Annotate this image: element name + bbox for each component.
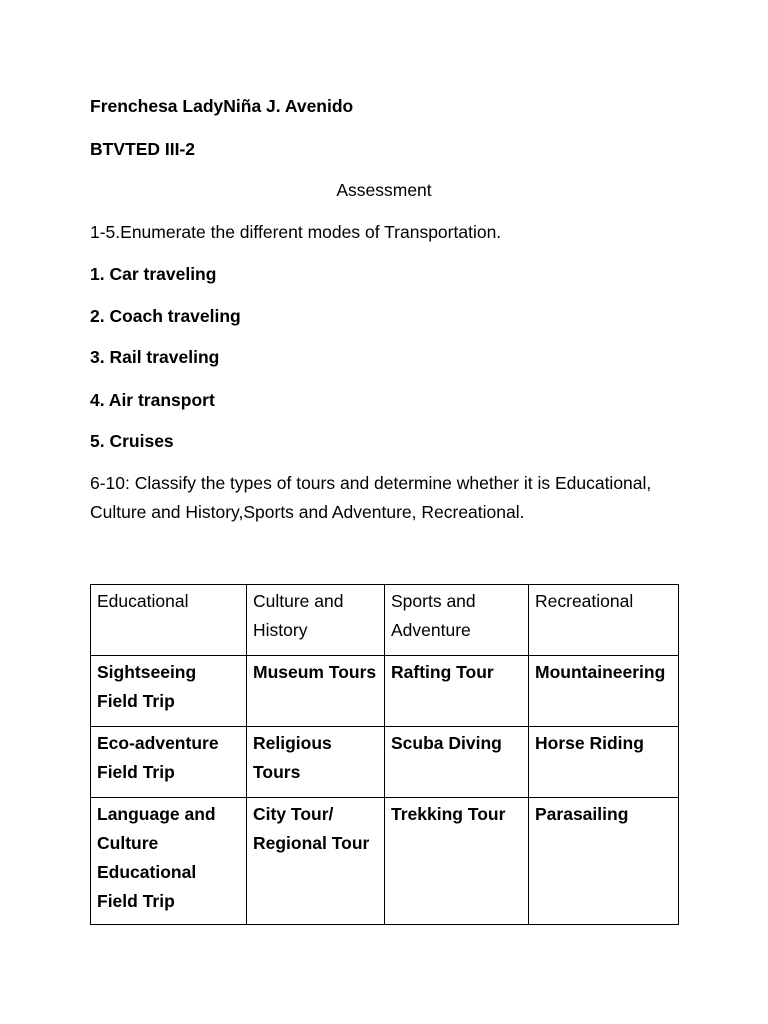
header-culture-history: Culture and History — [247, 585, 385, 656]
table-cell: City Tour/ Regional Tour — [247, 798, 385, 925]
answer-item: 4. Air transport — [90, 390, 215, 410]
table-cell: Mountaineering — [529, 656, 679, 727]
answer-item: 3. Rail traveling — [90, 347, 220, 367]
table-cell: Religious Tours — [247, 727, 385, 798]
table-cell: Eco-adventure Field Trip — [91, 727, 247, 798]
table-cell: Sightseeing Field Trip — [91, 656, 247, 727]
answer-item: 1. Car traveling — [90, 264, 217, 284]
author-name: Frenchesa LadyNiña J. Avenido — [90, 96, 354, 116]
answer-item: 5. Cruises — [90, 431, 174, 451]
course-section: BTVTED III-2 — [90, 139, 196, 159]
answer-item: 2. Coach traveling — [90, 306, 241, 326]
table-row — [91, 727, 679, 798]
table-header-row — [91, 585, 679, 656]
table-row — [91, 656, 679, 727]
tour-classification-table — [90, 584, 679, 925]
table-cell: Parasailing — [529, 798, 679, 925]
table-cell: Rafting Tour — [385, 656, 529, 727]
document-title: Assessment — [336, 180, 432, 200]
header-educational: Educational — [91, 585, 247, 656]
table-cell: Horse Riding — [529, 727, 679, 798]
question-1-5: 1-5.Enumerate the different modes of Transportation. — [90, 222, 502, 242]
table-cell: Museum Tours — [247, 656, 385, 727]
table-cell: Scuba Diving — [385, 727, 529, 798]
header-recreational: Recreational — [529, 585, 679, 656]
table-cell: Language and Culture Educational Field Trip — [91, 798, 247, 925]
question-6-10: 6-10: Classify the types of tours and determine whether it is Educational, Culture and History,Sports and Adventure, Recreational. — [90, 473, 652, 522]
header-sports-adventure: Sports and Adventure — [385, 585, 529, 656]
table-cell: Trekking Tour — [385, 798, 529, 925]
table-row — [91, 798, 679, 925]
